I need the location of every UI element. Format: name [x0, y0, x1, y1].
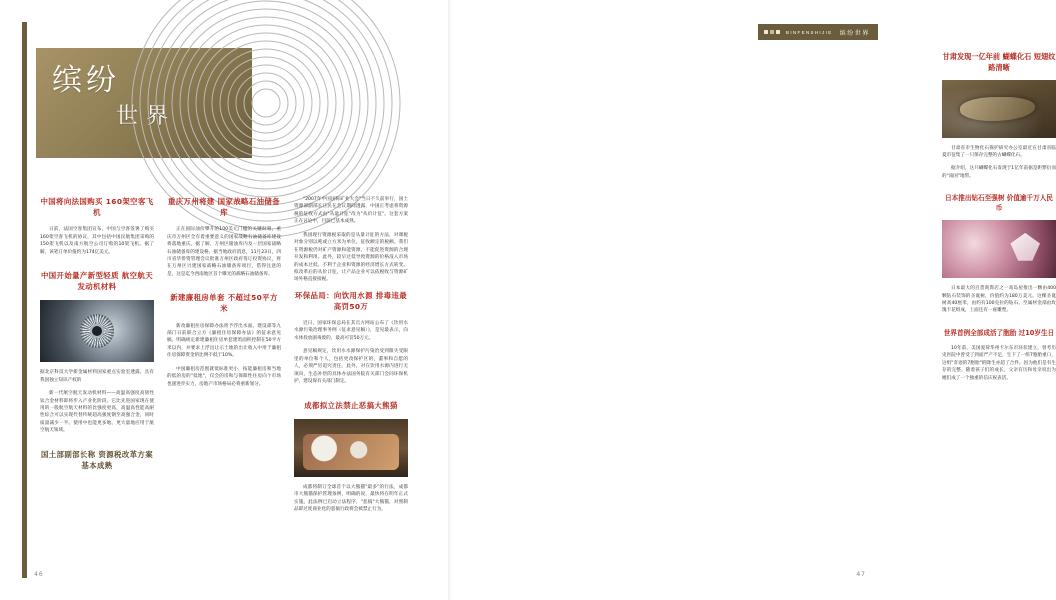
article-body: 中国廉租房范围就低标准更小，按能廉租房和当地的低的房的"低地"，仅会的房和与保障性住房向个市场也递进步实力，房地产市场格局必将重新划分。 — [167, 366, 281, 387]
article-body: 正在国际油价攀升的100美元门槛的关键时刻，重庆市万州区全有着重要意义的国家战略石油储备库建设将落地重庆。据了解，万州区储油库内及一层国家战略石油储备库的建设格，据当地政府消息，11月23日，四川省华侨资管理会议批准万州区政府签订投资协议，将在万州区兴建国家战略石油储备库项目，借得注意的是，这是迄今西南地区首个曝光的战略石油储备库。 — [167, 227, 281, 277]
article-headline: 甘肃发现一亿年前 蝴蝶化石 短翅纹路清晰 — [942, 52, 1056, 72]
article-resource-tax-head — [40, 449, 154, 471]
masthead-line1: 缤纷 — [52, 63, 120, 98]
left-column-3 — [294, 196, 408, 527]
article-body: 日前，法国空客集团宣布，中国与空客签署了购买160架空客飞机的协议，其中包括中国民航集团采购的150架飞机以及南方航空公司订购的10架飞机。据了解，该笔订单价值约为174亿美元。 — [40, 227, 154, 255]
article-body: 甘肃省市生物化石保护研究办公室最近在甘肃省临夏市征集了一只保存完整的古蝴蝶化石。 — [942, 145, 1056, 159]
article-body: 近日，国家环保总局在其官方网站公布了《饮用水水源污染治理事务例（征求意见稿）》，是见最表示，向水体投放剧毒废的，最高可罚50万元。 — [294, 321, 408, 341]
article-headline: 新建廉租房单套 不超过50平方米 — [170, 293, 278, 314]
turbine-photo — [40, 300, 154, 362]
article-drinking-water — [294, 290, 408, 386]
article-body: 我国现行资源税采取的是从量计征的方法，对课税对象分别以吨或立方米为单位，征收额定的税额。我们在资源税仍对矿产资源和能资源，不能促进资源的合理开发和利用。此外，较早过低导致资源的价格没入市场的成本过低，不利于企业和资源的经济增长方式转变。拟改革后的从价计征，让产品企业可以依税收与资源矿场外格直接接税。 — [294, 232, 408, 283]
brand-latin-label: BINFENSHIJIE — [786, 29, 833, 35]
fossil-photo — [942, 80, 1056, 138]
article-butterfly-fossil — [942, 52, 1056, 180]
brand-squares-icon — [764, 30, 780, 34]
left-column-1 — [40, 196, 154, 485]
article-low-rent-housing — [167, 292, 281, 388]
page-left — [0, 0, 450, 600]
page-number-left: 46 — [34, 571, 44, 578]
left-edge-bar — [22, 22, 27, 578]
article-headline: 世界首例全部成活了胞胎 过10岁生日 — [943, 328, 1055, 337]
article-aero-material — [40, 270, 154, 435]
article-diamond-tree — [942, 194, 1056, 315]
article-body: "2007年中国国际矿业大会"当日不久前举行，国土资源部副部长汪民在会议期间透露，中国正考虑将资源税的征收方式由"从量计征"改为"从价计征"。这套方案正在讨论中，目前已基本成熟。 — [294, 197, 408, 225]
article-headline: 中国开始量产新型轻质 航空航天发动机材料 — [40, 270, 154, 292]
article-headline: 日本推出钻石至强树 价值逾千万人民币 — [945, 194, 1053, 213]
masthead-title — [52, 64, 238, 129]
article-oil-reserve — [167, 196, 281, 278]
article-body: 新改廉租住房保障办法将予浮出水面。建设部等九部门日前联合立方《廉租住房保障办法》的征求意见稿，明确规定新建廉租住房单套建筑面积控制在50平方米以内，并要求上浮出让示土地的出让收入中用于廉租住房保障资金的比例不低于10%。 — [167, 323, 281, 359]
article-body: 意见稿规定，饮用水水源保护污染治受到限失受限里的单位和个人，包括更改保护区的，董事和自愿的人，必须严厉追究责任。此外，对在饮用水源内进行无项向，生态补偿的具体办法国务院有关部门会同环保机护，建设保有关部门制定。 — [294, 349, 408, 385]
ripple-graphic — [252, 48, 414, 158]
article-panda-law — [294, 400, 408, 514]
brand-cn-label: 缤纷世界 — [839, 29, 870, 37]
gutter-shadow — [448, 0, 452, 600]
ripple-icon — [252, 48, 414, 158]
page-number-right: 47 — [856, 571, 866, 578]
article-body: 日本最大的百货商饰店之一高岛屋推出一颗由400颗钻石装饰的圣诞树，价值约为180万美元。这棵圣诞树高40厘米，由约有100克拉的钻石、至属材金部由玫瑰卡花组成，上面还有一座雕塑。 — [942, 286, 1056, 314]
article-headline: 成都拟立法禁止恶搞大熊猫 — [304, 400, 398, 410]
article-headline: 国土部副部长称 资源税改革方案基本成熟 — [40, 449, 154, 470]
left-column-2 — [167, 196, 281, 402]
masthead-line2: 世界 — [116, 104, 177, 129]
article-body: 10年前，美国爱荷华州卡尔东市环状建立，曾考历史医院中曾受了到面严产不足，生下了一组7胞胎重口，这组"奇迹的7胞胎"的降生亦超了合件。因为他们是有生存的完整。随着孩子们的成长，父亲有历和母亲说出为她们成了一个独重的信庆祝表活。 — [942, 345, 1056, 381]
article-headline: 中国将向法国购买 160架空客飞机 — [40, 197, 154, 218]
panda-photo — [294, 419, 408, 477]
figure-caption: 据北京科技大学新金属材料国家重点实验室透露，具有我国独立知识产权的 — [40, 370, 154, 383]
diamond-tree-photo — [942, 220, 1056, 278]
article-airbus — [40, 196, 154, 256]
article-body: 成都将制订全球首个以大熊猫"最多"的行法，成都市大熊猫保护管理条例，明确的说，最快将在明年正式实施。此法例已启动立法程序，"恶搞"大熊猫，对照制品即过度商业化的恶搞行政将会被禁止行为。 — [294, 484, 408, 512]
brand-bar — [758, 24, 878, 40]
article-headline: 重庆万州将建 国家战略石油储备库 — [167, 197, 281, 218]
article-headline: 环保品局：向饮用水源 排毒违最高罚50万 — [294, 290, 408, 311]
article-septuplets — [942, 329, 1056, 382]
article-body: 据介绍，这只蝴蝶化石发现于1亿年前据是距繁衍而的"南国"地带。 — [942, 166, 1056, 179]
article-body: 新一代航空航天发动机材料——高温高强度高韧性钛合金材料即将步入产业化阶段。它比先进国家现在使用的一般航空航天材料的比强度更高，高温高性能高耐性综合可以实现代替传统超高强度钢至高强合金，同时质量减少一半。使用中也能更多地、更大量地应用于航空航天领域。 — [40, 391, 154, 434]
right-column-1 — [942, 52, 1056, 396]
page-right — [450, 0, 1056, 600]
